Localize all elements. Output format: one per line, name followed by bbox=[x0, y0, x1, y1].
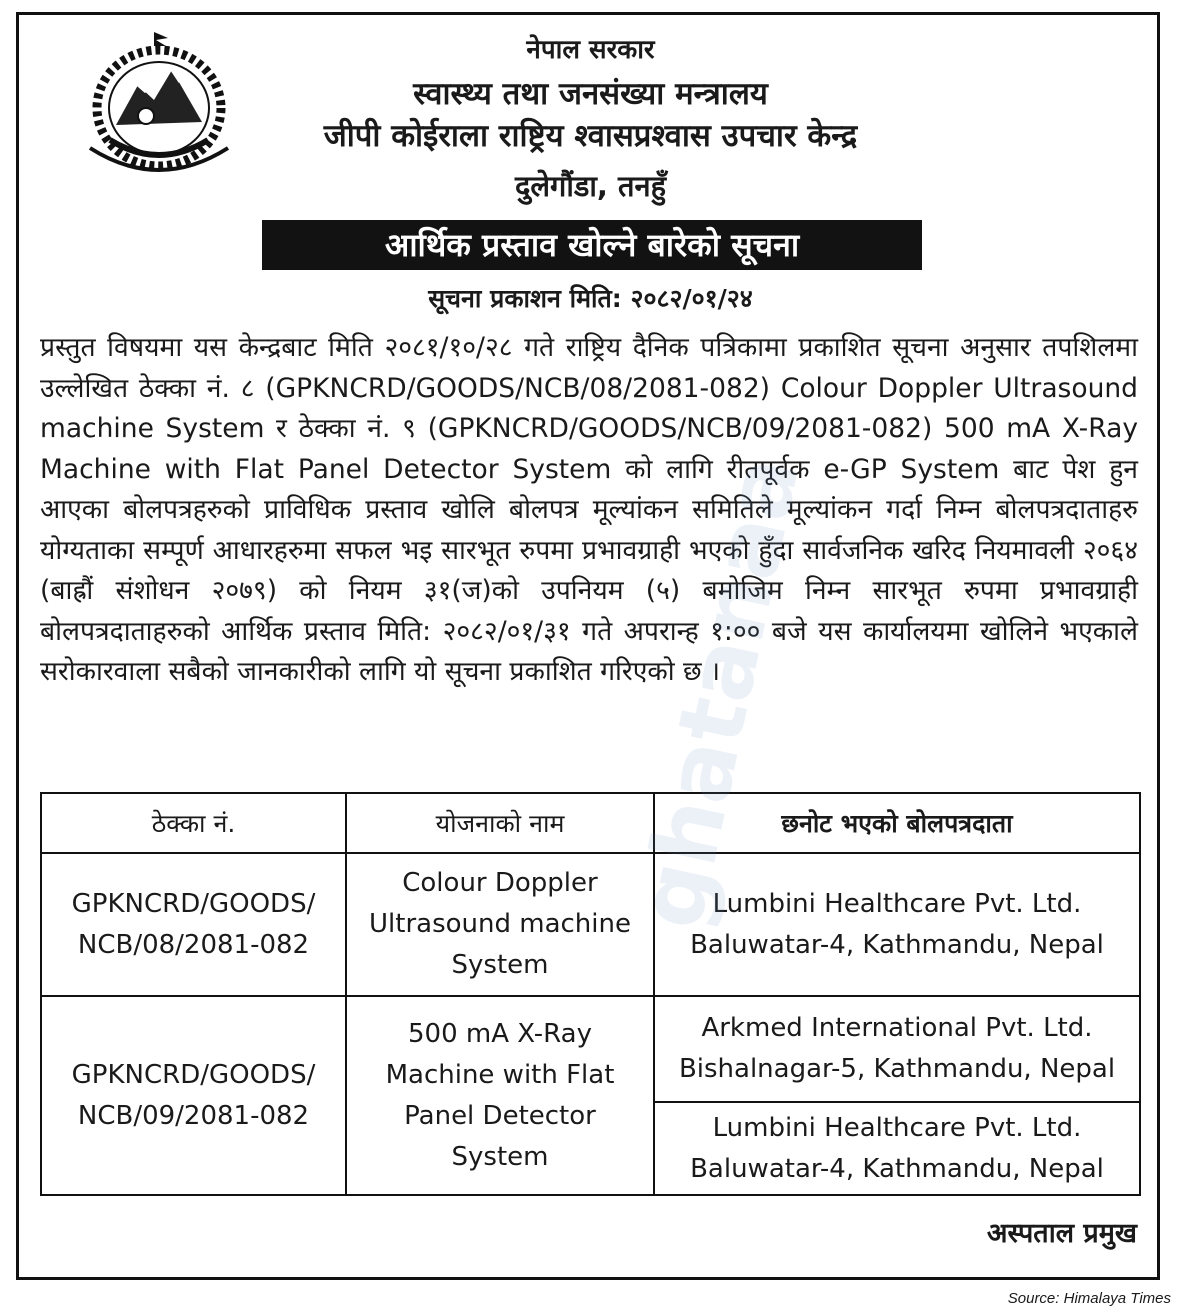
ministry-name: स्वास्थ्य तथा जनसंख्या मन्त्रालय bbox=[413, 76, 768, 112]
bidder-name: Lumbini Healthcare Pvt. Ltd. Baluwatar-4, Kathmandu, Nepal bbox=[654, 1102, 1140, 1195]
header-contract-no: ठेक्का नं. bbox=[41, 793, 346, 853]
source-credit: Source: Himalaya Times bbox=[1007, 1290, 1171, 1307]
signoff-title: अस्पताल प्रमुख bbox=[986, 1218, 1137, 1249]
header-project-name: योजनाको नाम bbox=[346, 793, 654, 853]
table-header-row bbox=[41, 793, 1140, 853]
watermark: ghatanaa bbox=[618, 447, 821, 938]
contract-number: GPKNCRD/GOODS/ NCB/09/2081-082 bbox=[41, 996, 346, 1195]
centre-name: जीपी कोईराला राष्ट्रिय श्वासप्रश्वास उपचार केन्द्र bbox=[323, 118, 858, 154]
bidder-name: Arkmed International Pvt. Ltd. Bishalnagar-5, Kathmandu, Nepal bbox=[654, 996, 1140, 1102]
table-row bbox=[41, 853, 1140, 996]
contract-number: GPKNCRD/GOODS/ NCB/08/2081-082 bbox=[41, 853, 346, 996]
notice-body: प्रस्तुत विषयमा यस केन्द्रबाट मिति २०८१/१०/२८ गते राष्ट्रिय दैनिक पत्रिकामा प्रकाशित सूचना अनुसार तपशिलमा उल्लेखित ठेक्का नं. ८ (GPKNCRD/GOODS/NCB/08/2081-082) Colour Doppler Ultrasound machine System र ठेक्का नं. ९ (GPKNCRD/GOODS/NCB/09/2081-082) 500 mA X-Ray Machine with Flat Panel Detector System को लागि रीतपूर्वक e-GP System बाट पेश हुन आएका बोलपत्रहरुको प्राविधिक प्रस्ताव खोलि बोलपत्र मूल्यांकन समितिले मूल्यांकन गर्दा निम्न बोलपत्रदाताहरु योग्यताका सम्पूर्ण आधारहरुमा सफल भइ सारभूत रुपमा प्रभावग्राही भएको हुँदा सार्वजनिक खरिद नियमावली २०६४ (बाह्रौं संशोधन २०७९) को नियम ३१(ज)को उपनियम (५) बमोजिम निम्न सारभूत रुपमा प्रभावग्राही बोलपत्रदाताहरुको आर्थिक प्रस्ताव मिति: २०८२/०१/३१ गते अपरान्ह १:०० बजे यस कार्यालयमा खोलिने भएकाले सरोकारवाला सबैको जानकारीको लागि यो सूचना प्रकाशित गरिएको छ । bbox=[40, 332, 1138, 687]
bidder-name: Lumbini Healthcare Pvt. Ltd. Baluwatar-4, Kathmandu, Nepal bbox=[654, 853, 1140, 996]
table-row bbox=[41, 996, 1140, 1102]
notice-title: आर्थिक प्रस्ताव खोल्ने बारेको सूचना bbox=[262, 220, 922, 270]
selected-bidders-table bbox=[40, 792, 1141, 1196]
centre-location: दुलेगौंडा, तनहुँ bbox=[514, 169, 667, 203]
publication-date: सूचना प्रकाशन मिति: २०८२/०१/२४ bbox=[428, 284, 753, 313]
government-name: नेपाल सरकार bbox=[526, 35, 655, 65]
project-name: Colour Doppler Ultrasound machine System bbox=[346, 853, 654, 996]
project-name: 500 mA X-Ray Machine with Flat Panel Detector System bbox=[346, 996, 654, 1195]
header-selected-bidder: छनोट भएको बोलपत्रदाता bbox=[654, 793, 1140, 853]
